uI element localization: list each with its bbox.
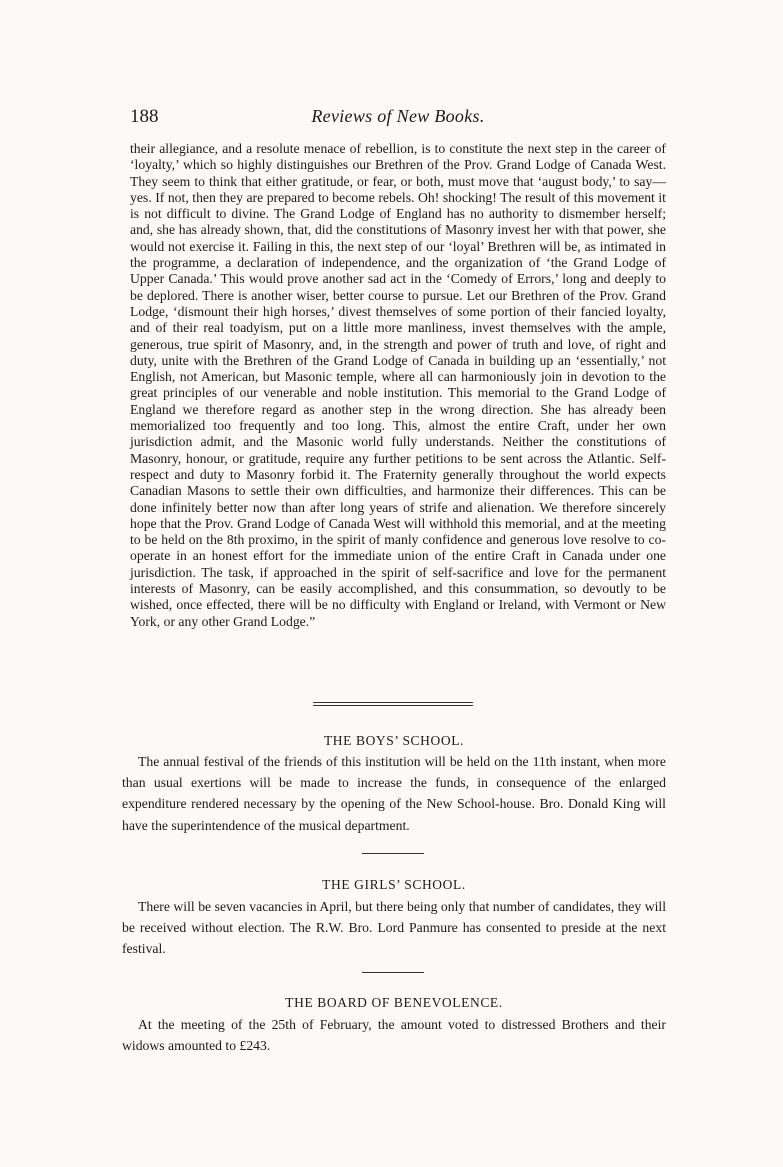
section-body-girls-school	[122, 896, 666, 960]
section-body-boys-school	[122, 751, 666, 836]
page-header	[130, 106, 666, 132]
section-title-girls-school: THE GIRLS’ SCHOOL.	[322, 877, 466, 892]
section-title-boys-school: THE BOYS’ SCHOOL.	[323, 733, 465, 748]
section-paragraph: At the meeting of the 25th of February, the amount voted to distressed Brothers and their widows amounted to £243.	[122, 1017, 666, 1054]
section-title-board-of-benevolence: THE BOARD OF BENEVOLENCE.	[285, 995, 503, 1010]
rule-divider	[362, 853, 424, 854]
rule-divider	[362, 972, 424, 973]
double-rule-divider	[313, 702, 473, 706]
section-paragraph: There will be seven vacancies in April, but there being only that number of candidates, they will be received without election. The R.W. Bro. Lord Panmure has consented to preside at the next festival.	[122, 899, 666, 957]
quoted-paragraph: their allegiance, and a resolute menace of rebellion, is to constitute the next step in the career of ‘loyalty,’ which so highly distinguishes our Brethren of the Prov. Grand Lodge of Canada West. They seem to think that either gratitude, or fear, or both, must move that ‘august body,’ to say—yes. If not, then they are prepared to become rebels. Oh! shocking! The result of this movement it is not difficult to divine. The Grand Lodge of England has no authority to dismember herself; and, she has already shown, that, did the constitutions of Masonry invest her with that power, she would not exercise it. Failing in this, the next step of our ‘loyal’ Brethren will be, as intimated in the programme, a declaration of independence, and the organization of ‘the Grand Lodge of Upper Canada.’ This would prove another sad act in the ‘Comedy of Errors,’ long and deeply to be deplored. There is another wiser, better course to pursue. Let our Brethren of the Prov. Grand Lodge, ‘dismount their high horses,’ divest themselves of some portion of their fancied loyalty, and of their real toadyism, put on a little more manliness, invest themselves with the ample, generous, true spirit of Masonry, and, in the strength and power of truth and love, of right and duty, unite with the Brethren of the Grand Lodge of Canada in building up an ‘essentially,’ not English, not American, but Masonic temple, where all can harmoniously join in devotion to the great principles of our venerable and noble institution. This memorial to the Grand Lodge of England we therefore regard as another step in the wrong direction. She has already been memorialized too frequently and too long. This, almost the entire Craft, under her own jurisdiction admit, and the Masonic world fully understands. Neither the constitutions of Masonry, honour, or gratitude, require any further petitions to be sent across the Atlantic. Self-respect and duty to Masonry forbid it. The Fraternity generally throughout the world expects Canadian Masons to settle their own difficulties, and harmonize their differences. This can be done infinitely better now than after long years of strife and alienation. We therefore sincerely hope that the Prov. Grand Lodge of Canada West will withhold this memorial, and at the meeting to be held on the 8th proximo, in the spirit of manly confidence and generous love resolve to co-operate in an honest effort for the immediate union of the entire Craft in Canada under one jurisdiction. The task, if approached in the spirit of self-sacrifice and love for the permanent interests of Masonry, can be easily accomplished, and this consummation, so devoutly to be wished, once effected, there will be no difficulty with England or Ireland, with Vermont or New York, or any other Grand Lodge.”	[130, 141, 666, 629]
page-number: 188	[130, 106, 159, 127]
section-paragraph: The annual festival of the friends of this institution will be held on the 11th instant, when more than usual exertions will be made to increase the funds, in consequence of the enlarged expenditure rendered necessary by the opening of the New School-house. Bro. Donald King will have the superintendence of the musical department.	[122, 754, 666, 833]
quoted-passage	[130, 141, 666, 630]
running-title: Reviews of New Books.	[311, 106, 485, 126]
section-body-board-of-benevolence	[122, 1014, 666, 1056]
